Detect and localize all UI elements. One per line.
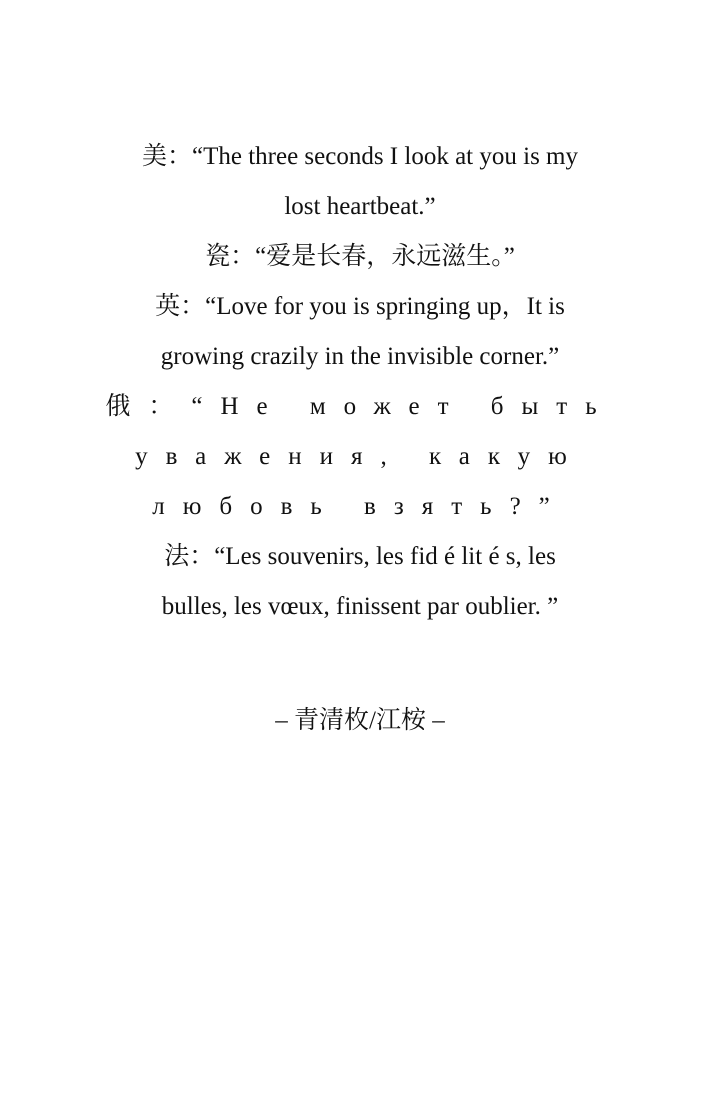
poem-line-cn: 瓷：“爱是长春，永远滋生。” xyxy=(205,243,515,270)
poem-text xyxy=(0,132,720,632)
poem-line-us-1: 美：“The three seconds I look at you is my xyxy=(141,143,578,170)
poem-line-fr-1: 法：“Les souvenirs, les fid é lit é s, les xyxy=(164,543,556,570)
poem-line-en-2: growing crazily in the invisible corner.” xyxy=(160,343,560,370)
poem-line-en-1: 英：“Love for you is springing up，It is xyxy=(155,293,565,320)
poem-line-us-2: lost heartbeat.” xyxy=(284,193,436,220)
poem-line-fr-2: bulles, les vœux, finissent par oublier. ” xyxy=(161,593,559,620)
poem-line-ru-3: любовь взять?” xyxy=(152,493,568,520)
poem-line-ru-2: уважения, какую xyxy=(135,443,585,470)
author-signature: – 青清枚/江桉 – xyxy=(275,707,445,734)
poem-line-ru-1: 俄：“Не может быть xyxy=(105,393,615,420)
